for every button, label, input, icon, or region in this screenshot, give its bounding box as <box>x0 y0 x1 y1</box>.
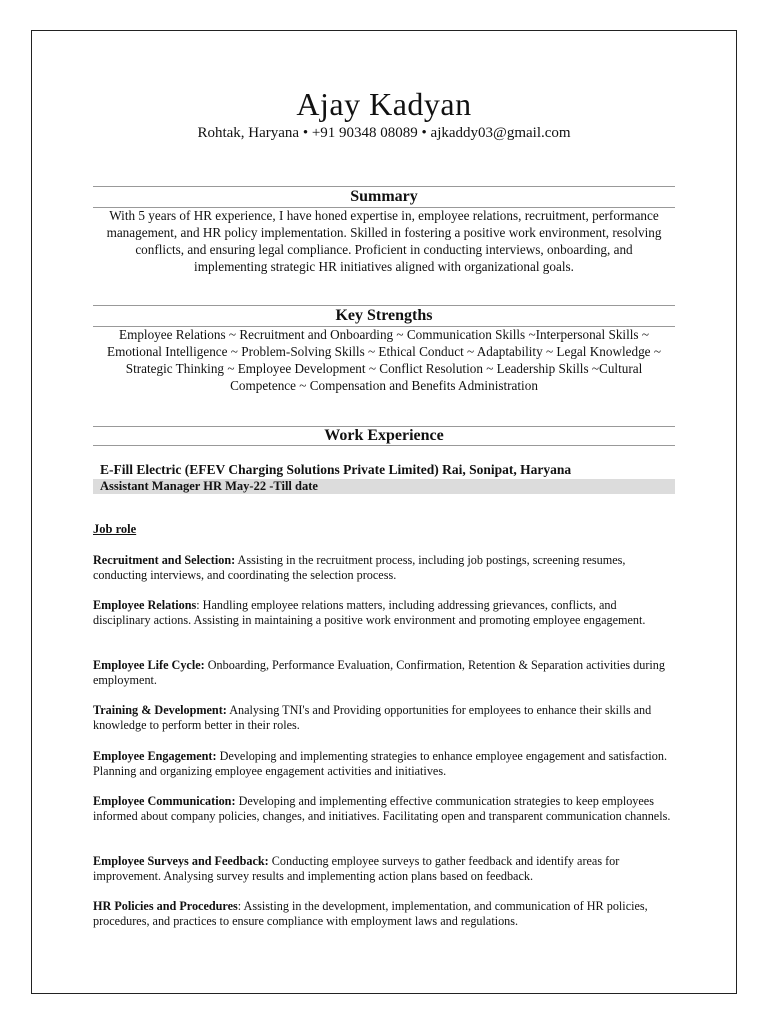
contact-line: Rohtak, Haryana • +91 90348 08089 • ajkaddy03@gmail.com <box>197 125 571 141</box>
work-experience-heading: Work Experience <box>93 426 675 446</box>
summary-heading: Summary <box>93 186 675 208</box>
duty-item <box>93 658 675 688</box>
duty-item <box>93 794 675 824</box>
key-strengths-text: Employee Relations ~ Recruitment and Onboarding ~ Communication Skills ~Interpersonal Skills ~ Emotional Intelligence ~ Problem-Solving Skills ~ Ethical Conduct ~ Adaptability ~ Legal Knowledge ~ Strategic Thinking ~ Employee Development ~ Conflict Resolution ~ Leadership Skills ~Cultural Competence ~ Compensation and Benefits Administration <box>107 327 661 393</box>
page-border <box>31 30 737 994</box>
duty-label: Employee Surveys and Feedback: <box>93 854 269 868</box>
duty-item <box>93 854 675 884</box>
company-name: E-Fill Electric (EFEV Charging Solutions Private Limited) Rai, Sonipat, Haryana <box>100 462 572 477</box>
duty-item <box>93 553 675 583</box>
summary-text: With 5 years of HR experience, I have honed expertise in, employee relations, recruitment, performance management, and HR policy implementation. Skilled in fostering a positive work environment, resolving conflicts, and ensuring legal compliance. Proficient in conducting interviews, onboarding, and implementing strategic HR initiatives aligned with organizational goals. <box>106 208 662 274</box>
duty-item <box>93 749 675 779</box>
duty-text: : Handling employee relations matters, including addressing grievances, conflicts, and disciplinary actions. Assisting in maintaining a positive work environment and promoting employee engagement. <box>93 598 646 627</box>
position-title: Assistant Manager HR May-22 -Till date <box>93 479 675 494</box>
duty-label: Employee Life Cycle: <box>93 658 205 672</box>
duty-item <box>93 899 675 929</box>
job-role-label: Job role <box>93 522 137 536</box>
duty-label: HR Policies and Procedures <box>93 899 238 913</box>
duty-label: Recruitment and Selection: <box>93 553 236 567</box>
duty-item <box>93 703 675 733</box>
duty-text: Developing and implementing strategies to enhance employee engagement and satisfaction. Planning and organizing employee engagement activities and initiatives. <box>93 749 668 778</box>
duty-text: Onboarding, Performance Evaluation, Confirmation, Retention & Separation activities during employment. <box>93 658 665 687</box>
candidate-name: Ajay Kadyan <box>296 86 472 122</box>
duty-label: Employee Engagement: <box>93 749 217 763</box>
duty-text: Developing and implementing effective communication strategies to keep employees informed about company policies, changes, and initiatives. Facilitating open and transparent communication channels. <box>93 794 671 823</box>
duty-text: Analysing TNI's and Providing opportunities for employees to enhance their skills and knowledge to perform better in their roles. <box>93 703 652 732</box>
key-strengths-heading: Key Strengths <box>93 305 675 327</box>
duty-text: Conducting employee surveys to gather feedback and identify areas for improvement. Analysing survey results and implementing action plans based on feedback. <box>93 854 620 883</box>
duty-text: Assisting in the recruitment process, including job postings, screening resumes, conducting interviews, and coordinating the selection process. <box>93 553 626 582</box>
duty-label: Employee Communication: <box>93 794 236 808</box>
duty-text: : Assisting in the development, implementation, and communication of HR policies, procedures, and practices to ensure compliance with employment laws and regulations. <box>93 899 648 928</box>
duty-label: Employee Relations <box>93 598 197 612</box>
duty-item <box>93 598 675 628</box>
duty-label: Training & Development: <box>93 703 227 717</box>
